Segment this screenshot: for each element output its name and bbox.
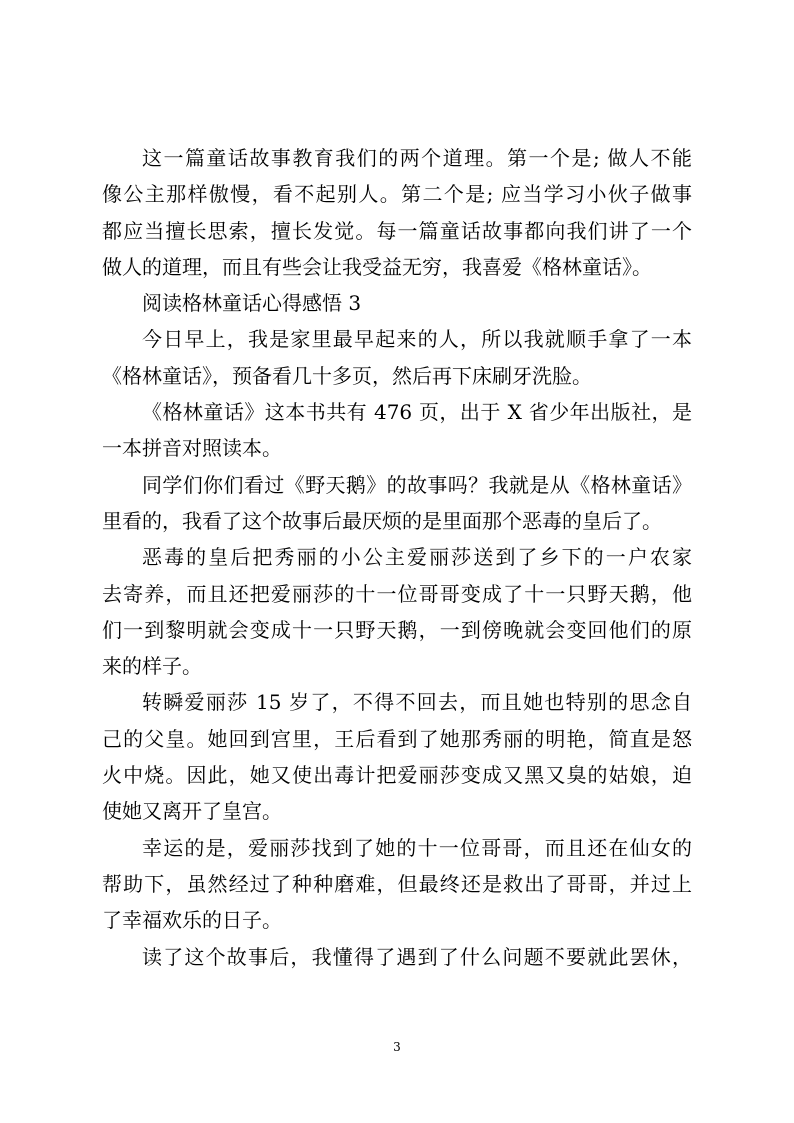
text-line: 转瞬爱丽莎 15 岁了，不得不回去，而且她也特别的思念自 bbox=[142, 690, 692, 715]
text-line: 阅读格林童话心得感悟 3 bbox=[142, 291, 362, 316]
text-line: 《格林童话》，预备看几十多页，然后再下床刷牙洗脸。 bbox=[102, 363, 592, 388]
text-line: 做人的道理，而且有些会让我受益无穷，我喜爱《格林童话》。 bbox=[102, 254, 652, 279]
text-line: 幸运的是，爱丽莎找到了她的十一位哥哥，而且还在仙女的 bbox=[142, 835, 692, 860]
document-body bbox=[102, 140, 692, 975]
page-number: 3 bbox=[393, 1040, 401, 1054]
text-line: 《格林童话》这本书共有 476 页，出于 X 省少年出版社，是 bbox=[142, 400, 692, 425]
text-line: 像公主那样傲慢，看不起别人。第二个是; 应当学习小伙子做事 bbox=[102, 182, 692, 207]
text-line: 来的样子。 bbox=[102, 654, 202, 679]
text-line: 读了这个故事后，我懂得了遇到了什么问题不要就此罢休， bbox=[142, 944, 692, 969]
text-line: 今日早上，我是家里最早起来的人，所以我就顺手拿了一本 bbox=[142, 327, 692, 352]
text-line: 了幸福欢乐的日子。 bbox=[102, 908, 282, 933]
text-line: 己的父皇。她回到宫里，王后看到了她那秀丽的明艳，简直是怒 bbox=[102, 726, 692, 751]
text-line: 恶毒的皇后把秀丽的小公主爱丽莎送到了乡下的一户农家 bbox=[142, 545, 692, 570]
text-line: 都应当擅长思索，擅长发觉。每一篇童话故事都向我们讲了一个 bbox=[102, 218, 692, 243]
text-line: 使她又离开了皇宫。 bbox=[102, 799, 282, 824]
text-line: 帮助下，虽然经过了种种磨难，但最终还是救出了哥哥，并过上 bbox=[102, 871, 692, 896]
text-line: 同学们你们看过《野天鹅》的故事吗？我就是从《格林童话》 bbox=[142, 472, 692, 497]
text-line: 们一到黎明就会变成十一只野天鹅，一到傍晚就会变回他们的原 bbox=[102, 617, 692, 642]
text-line: 火中烧。因此，她又使出毒计把爱丽莎变成又黑又臭的姑娘，迫 bbox=[102, 763, 692, 788]
text-line: 一本拼音对照读本。 bbox=[102, 436, 282, 461]
text-line: 里看的，我看了这个故事后最厌烦的是里面那个恶毒的皇后了。 bbox=[102, 508, 662, 533]
text-line: 去寄养，而且还把爱丽莎的十一位哥哥变成了十一只野天鹅，他 bbox=[102, 581, 692, 606]
text-line: 这一篇童话故事教育我们的两个道理。第一个是; 做人不能 bbox=[142, 146, 692, 170]
